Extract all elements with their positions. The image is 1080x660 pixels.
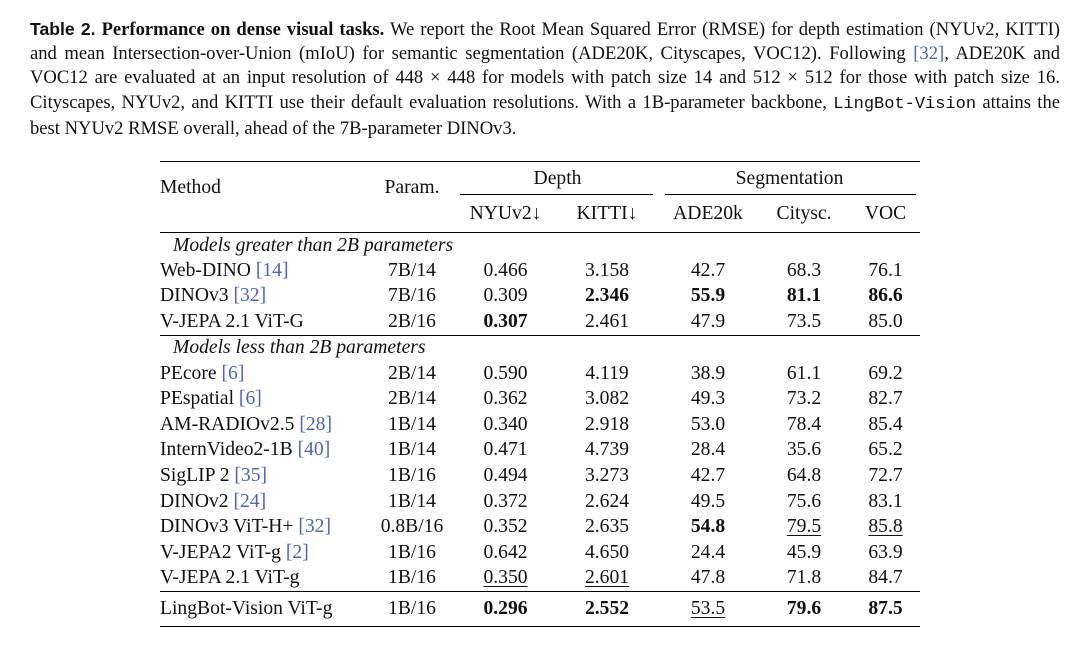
value: 54.8 [690,516,726,538]
method-citation[interactable]: [28] [299,413,332,435]
voc-cell [851,386,920,412]
value: 55.9 [690,285,726,307]
value: 47.8 [690,567,726,589]
method-name: InternVideo2-1B [160,439,293,461]
ade20k-cell [659,540,757,566]
table-row [160,309,920,335]
value: 75.6 [786,490,822,512]
table-row [160,361,920,387]
voc-cell [851,258,920,284]
table-caption [30,17,1060,141]
method-cell [160,592,368,627]
ade20k-cell [659,361,757,387]
voc-cell [851,412,920,438]
param-cell: 1B/16 [388,567,436,589]
caption-text-1: We report the Root Mean Squared Error (RMSE) for depth estimation (NYUv2, KITTI) and mean Intersection-over-Union (mIoU) for semantic segmentation (ADE20K, Cityscapes, VOC12). Following [30,19,1060,65]
voc-cell [851,438,920,464]
value: 2.624 [584,490,630,512]
nyuv2-cell [456,386,555,412]
segmentation-group-header [659,162,920,195]
value: 0.590 [483,362,528,384]
cityscapes-cell [757,386,851,412]
table-row [160,566,920,592]
cityscapes-cell [757,284,851,310]
method-name: DINOv3 ViT-H+ [160,516,294,538]
value: 69.2 [868,362,903,384]
value: 65.2 [868,439,903,461]
table-row [160,592,920,627]
results-table [160,161,920,627]
table-row [160,284,920,310]
param-cell: 7B/16 [388,285,436,307]
ade20k-cell [659,386,757,412]
col-voc: VOC [851,195,920,233]
value: 0.494 [483,464,528,486]
cityscapes-cell [757,412,851,438]
value: 49.3 [690,388,726,410]
cityscapes-cell [757,438,851,464]
depth-group-label: Depth [533,167,582,189]
kitti-cell [555,514,659,540]
method-name: DINOv3 [160,285,229,307]
method-citation[interactable]: [40] [297,439,331,461]
voc-cell [851,489,920,515]
value: 47.9 [690,310,726,332]
method-name: PEspatial [160,388,235,410]
ade20k-cell [659,309,757,335]
method-name: V-JEPA 2.1 ViT-g [160,567,300,589]
value: 76.1 [868,259,903,281]
method-name: SigLIP 2 [160,464,230,486]
nyuv2-cell [456,566,555,592]
method-cell [160,566,368,592]
value: 53.0 [690,413,726,435]
ade20k-cell [659,284,757,310]
cityscapes-cell [757,258,851,284]
cityscapes-cell [757,309,851,335]
cityscapes-cell [757,566,851,592]
value: 4.119 [585,362,629,384]
cityscapes-cell [757,514,851,540]
method-citation[interactable]: [6] [221,362,245,384]
value: 0.307 [483,310,528,332]
table-row [160,412,920,438]
value: 28.4 [690,439,726,461]
method-name: V-JEPA2 ViT-g [160,541,281,563]
kitti-cell [555,284,659,310]
ade20k-cell [659,258,757,284]
method-cell [160,258,368,284]
kitti-cell [555,463,659,489]
param-cell: 2B/16 [388,310,436,332]
value: 82.7 [868,388,903,410]
ade20k-cell [659,566,757,592]
method-cell [160,514,368,540]
ade20k-cell [659,489,757,515]
value: 86.6 [868,285,903,307]
ade20k-cell [659,412,757,438]
param-cell: 1B/16 [388,464,436,486]
voc-cell [851,592,920,627]
nyuv2-cell [456,438,555,464]
nyuv2-cell [456,540,555,566]
value: 0.296 [483,598,528,620]
kitti-cell [555,489,659,515]
method-cell [160,386,368,412]
method-citation[interactable]: [35] [234,464,268,486]
value: 2.346 [584,285,630,307]
voc-cell [851,284,920,310]
voc-cell [851,566,920,592]
value: 3.158 [584,259,630,281]
kitti-cell [555,566,659,592]
method-name: DINOv2 [160,490,229,512]
method-header: Method [160,162,368,233]
nyuv2-cell [456,309,555,335]
method-citation[interactable]: [2] [285,541,309,563]
value: 0.350 [483,567,528,589]
value: 45.9 [786,541,822,563]
param-cell: 7B/14 [388,259,436,281]
value: 83.1 [868,490,903,512]
method-cell [160,540,368,566]
value: 87.5 [868,598,903,620]
param-cell: 1B/14 [388,413,436,435]
value: 72.7 [868,464,903,486]
value: 2.635 [584,516,630,538]
value: 85.8 [868,516,903,538]
method-citation[interactable]: [32] [233,285,267,307]
value: 42.7 [690,464,726,486]
value: 4.739 [584,439,630,461]
method-citation[interactable]: [24] [233,490,267,512]
value: 2.552 [584,598,630,620]
segmentation-group-label: Segmentation [735,167,844,189]
value: 0.372 [483,490,528,512]
table-row [160,540,920,566]
method-cell [160,412,368,438]
table-row [160,438,920,464]
value: 0.466 [483,259,528,281]
method-name: Web-DINO [160,259,251,281]
method-cell [160,309,368,335]
param-cell: 1B/14 [388,439,436,461]
value: 68.3 [786,259,822,281]
param-cell: 1B/16 [388,541,436,563]
value: 73.5 [786,310,822,332]
method-citation[interactable]: [14] [255,259,289,281]
table-row [160,258,920,284]
kitti-cell [555,438,659,464]
value: 49.5 [690,490,726,512]
value: 42.7 [690,259,726,281]
value: 79.5 [786,516,822,538]
table-title: Performance on dense visual tasks. [101,19,385,40]
cityscapes-cell [757,463,851,489]
nyuv2-cell [456,412,555,438]
col-ade20k: ADE20k [659,195,757,233]
value: 2.461 [584,310,630,332]
value: 0.352 [483,516,528,538]
value: 35.6 [786,439,822,461]
voc-cell [851,540,920,566]
kitti-cell [555,540,659,566]
value: 3.273 [584,464,630,486]
caption-text-3: attains the best NYUv2 RMSE overall, ahead of the 7B-parameter DINOv3. [30,91,1060,139]
ade20k-cell [659,463,757,489]
value: 0.340 [483,413,528,435]
param-cell: 0.8B/16 [380,516,444,538]
section-header-small: Models less than 2B parameters [160,335,920,361]
nyuv2-cell [456,463,555,489]
value: 84.7 [868,567,903,589]
param-cell: 1B/16 [368,592,456,627]
caption-text-2: , ADE20K and VOC12 are evaluated at an input resolution of 448 × 448 for models with patch size 14 and 512 × 512 for those with patch size 16. Cityscapes, NYUv2, and KITTI use their default evaluation resolutions. With a 1B-parameter backbone, [30,43,1060,113]
value: 78.4 [786,413,822,435]
voc-cell [851,514,920,540]
ade20k-cell [659,438,757,464]
method-cell [160,489,368,515]
value: 53.5 [690,598,726,620]
caption-citation[interactable]: [32] [913,43,945,65]
table-row [160,386,920,412]
voc-cell [851,361,920,387]
section-header-large: Models greater than 2B parameters [173,234,454,256]
kitti-cell [555,258,659,284]
method-name: V-JEPA 2.1 ViT-G [160,310,304,332]
value: 0.642 [483,541,528,563]
value: 85.0 [868,310,903,332]
method-name: AM-RADIOv2.5 [160,413,295,435]
method-name: PEcore [160,362,217,384]
value: 79.6 [786,598,822,620]
value: 2.918 [584,413,630,435]
value: 38.9 [690,362,726,384]
nyuv2-cell [456,514,555,540]
value: 85.4 [868,413,903,435]
nyuv2-cell [456,361,555,387]
value: 64.8 [786,464,822,486]
param-cell: 1B/14 [388,490,436,512]
nyuv2-cell [456,489,555,515]
value: 61.1 [786,362,822,384]
value: 0.471 [483,439,528,461]
method-name: LingBot-Vision ViT-g [160,598,333,620]
kitti-cell [555,412,659,438]
voc-cell [851,463,920,489]
value: 0.362 [483,388,528,410]
cityscapes-cell [757,540,851,566]
value: 63.9 [868,541,903,563]
method-citation[interactable]: [6] [238,388,262,410]
depth-group-header [456,162,659,195]
value: 71.8 [786,567,822,589]
kitti-cell [555,386,659,412]
value: 2.601 [584,567,630,589]
kitti-cell [555,592,659,627]
method-cell [160,361,368,387]
param-header: Param. [368,162,456,233]
kitti-cell [555,309,659,335]
ade20k-cell [659,514,757,540]
cityscapes-cell [757,592,851,627]
method-cell [160,463,368,489]
ade20k-cell [659,592,757,627]
col-cityscapes: Citysc. [757,195,851,233]
table-row [160,489,920,515]
value: 24.4 [690,541,726,563]
table-row [160,463,920,489]
param-cell: 2B/14 [388,388,436,410]
method-cell [160,284,368,310]
value: 81.1 [786,285,822,307]
cityscapes-cell [757,361,851,387]
value: 4.650 [584,541,630,563]
param-cell: 2B/14 [388,362,436,384]
nyuv2-cell [456,592,555,627]
method-citation[interactable]: [32] [298,516,331,538]
kitti-cell [555,361,659,387]
voc-cell [851,309,920,335]
caption-model-name: LingBot-Vision [833,94,977,114]
table-label: Table 2. [30,19,96,39]
value: 73.2 [786,388,822,410]
nyuv2-cell [456,284,555,310]
cityscapes-cell [757,489,851,515]
table-row [160,514,920,540]
col-kitti: KITTI↓ [555,195,659,233]
value: 0.309 [483,285,528,307]
value: 3.082 [584,388,630,410]
col-nyuv2: NYUv2↓ [456,195,555,233]
nyuv2-cell [456,258,555,284]
method-cell [160,438,368,464]
